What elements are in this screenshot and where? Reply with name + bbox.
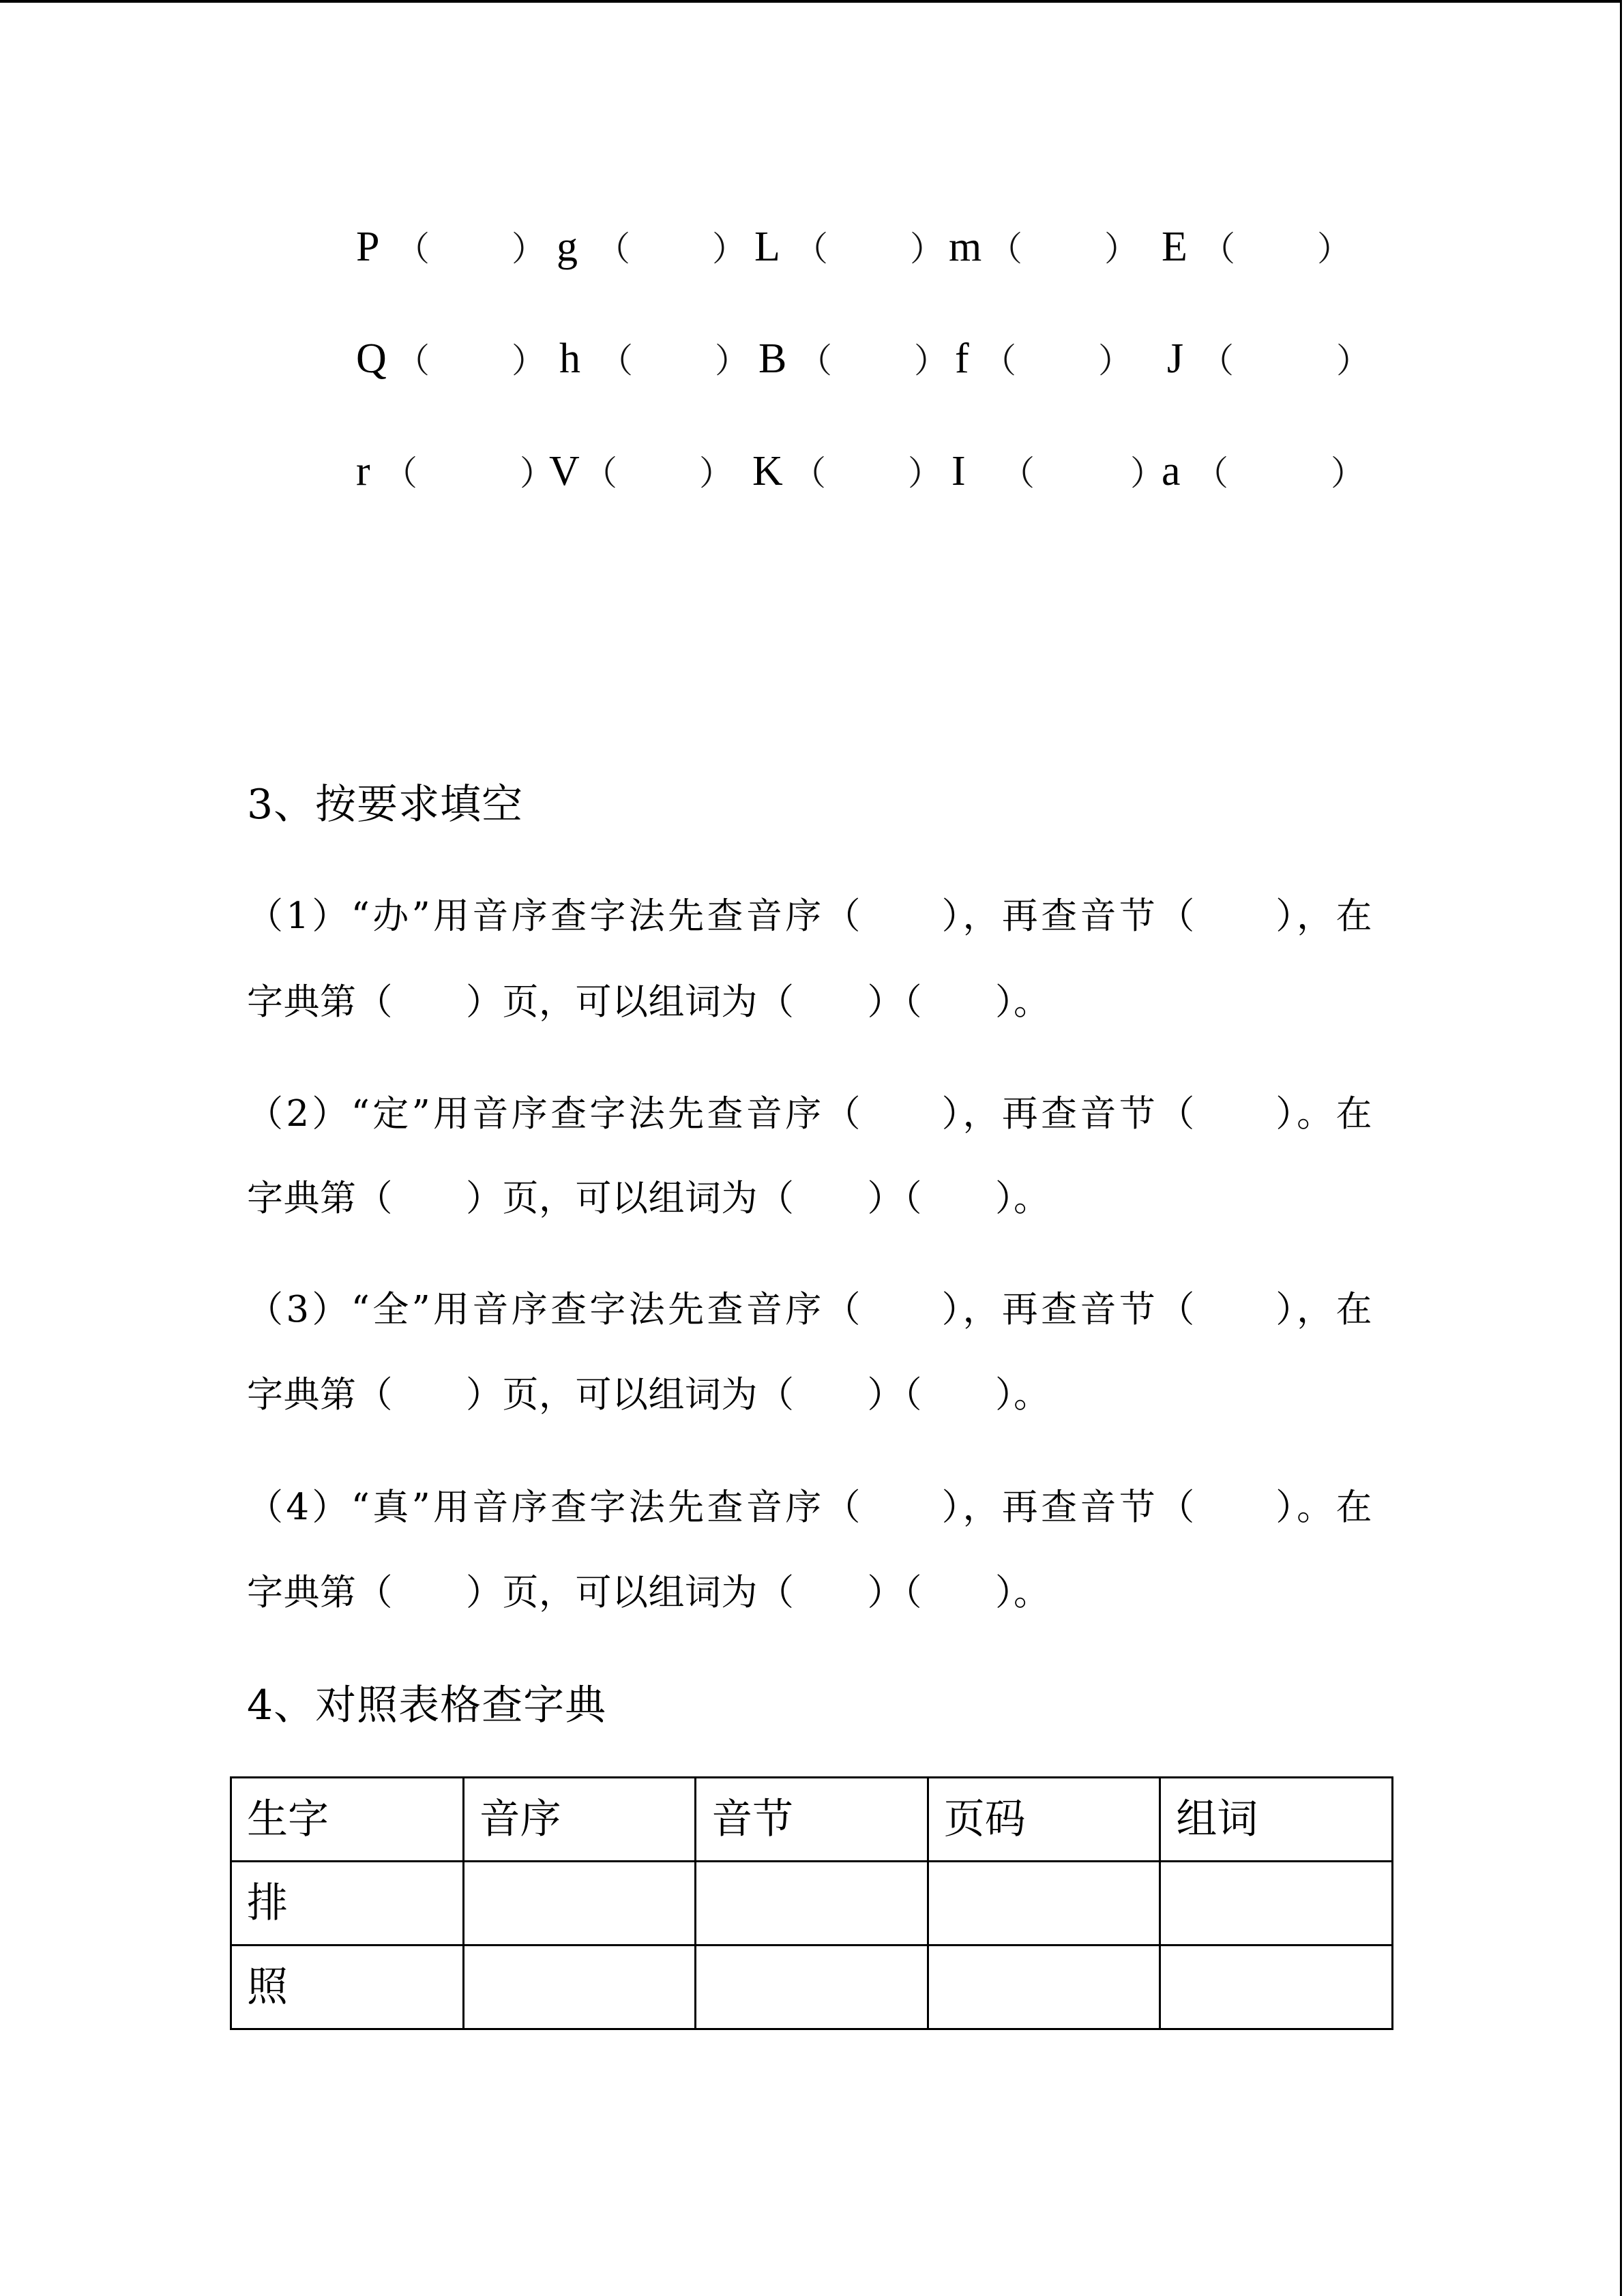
answer-blank[interactable] (828, 226, 910, 260)
answer-blank[interactable] (1234, 338, 1336, 372)
letter: I (951, 448, 966, 494)
question-2-line-1: （2）“定”用音序查字法先查音序（ ），再查音节（ ）。在 (247, 1093, 1372, 1135)
answer-blank[interactable] (417, 451, 520, 485)
answer-blank[interactable] (1235, 226, 1317, 260)
open-paren: （ (1201, 229, 1235, 269)
letter: L (754, 224, 780, 270)
section-4-heading: 4、对照表格查字典 (247, 1682, 607, 1729)
answer-blank[interactable] (633, 338, 715, 372)
letter-item (549, 444, 733, 498)
close-paren: ） (512, 341, 546, 381)
answer-blank[interactable] (617, 451, 699, 485)
letter: E (1162, 224, 1187, 270)
open-paren: （ (583, 453, 617, 493)
open-paren: （ (982, 341, 1016, 381)
table-header-row (231, 1778, 1393, 1862)
letter-item (752, 444, 942, 498)
answer-cell[interactable] (928, 1862, 1160, 1945)
letter-item (754, 220, 944, 274)
answer-blank[interactable] (1022, 226, 1104, 260)
letter: P (356, 224, 380, 270)
close-paren: ） (908, 453, 942, 493)
header-cell-words: 组词 (1160, 1778, 1393, 1862)
letter-item (356, 444, 554, 498)
letter-item (557, 220, 746, 274)
close-paren: ） (1104, 229, 1138, 269)
dictionary-lookup-table (230, 1776, 1393, 2030)
question-3-line-2: 字典第（ ）页，可以组词为（ ）（ ）。 (247, 1374, 1050, 1416)
close-paren: ） (1336, 341, 1370, 381)
answer-cell[interactable] (696, 1862, 928, 1945)
close-paren: ） (715, 341, 749, 381)
header-cell-character: 生字 (231, 1778, 464, 1862)
letter: Q (356, 336, 387, 382)
letter-item (955, 331, 1132, 386)
answer-blank[interactable] (430, 226, 512, 260)
letter-item (356, 331, 546, 386)
open-paren: （ (596, 229, 630, 269)
close-paren: ） (1098, 341, 1132, 381)
close-paren: ） (1130, 453, 1164, 493)
close-paren: ） (910, 229, 944, 269)
open-paren: （ (396, 229, 430, 269)
question-2-line-2: 字典第（ ）页，可以组词为（ ）（ ）。 (247, 1178, 1050, 1219)
close-paren: ） (914, 341, 948, 381)
answer-blank[interactable] (1228, 451, 1331, 485)
question-4-line-1: （4）“真”用音序查字法先查音序（ ），再查音节（ ）。在 (247, 1487, 1372, 1528)
letter-item (1162, 444, 1365, 498)
answer-blank[interactable] (826, 451, 908, 485)
letter-item (951, 444, 1164, 498)
open-paren: （ (792, 453, 826, 493)
letter: K (752, 448, 783, 494)
question-1-line-2: 字典第（ ）页，可以组词为（ ）（ ）。 (247, 981, 1050, 1023)
question-1-line-1: （1）“办”用音序查字法先查音序（ ），再查音节（ ），在 (247, 895, 1372, 937)
letter: m (949, 224, 982, 270)
letter-item (559, 331, 749, 386)
table-row (231, 1862, 1393, 1945)
header-cell-syllable: 音节 (696, 1778, 928, 1862)
close-paren: ） (1317, 229, 1351, 269)
open-paren: （ (396, 341, 430, 381)
answer-blank[interactable] (1035, 451, 1130, 485)
open-paren: （ (794, 229, 828, 269)
section-3-heading: 3、按要求填空 (247, 781, 524, 829)
row-character: 照 (231, 1945, 464, 2029)
letter-item (1162, 220, 1351, 274)
row-character: 排 (231, 1862, 464, 1945)
answer-cell[interactable] (928, 1945, 1160, 2029)
answer-blank[interactable] (1016, 338, 1098, 372)
question-4-line-2: 字典第（ ）页，可以组词为（ ）（ ）。 (247, 1572, 1050, 1613)
letter: a (1162, 448, 1181, 494)
header-cell-page: 页码 (928, 1778, 1160, 1862)
open-paren: （ (1200, 341, 1234, 381)
answer-cell[interactable] (1160, 1862, 1393, 1945)
open-paren: （ (383, 453, 417, 493)
letter-item (758, 331, 948, 386)
header-cell-initial: 音序 (463, 1778, 696, 1862)
letter: h (559, 336, 580, 382)
answer-cell[interactable] (696, 1945, 928, 2029)
answer-blank[interactable] (630, 226, 712, 260)
answer-cell[interactable] (463, 1945, 696, 2029)
answer-blank[interactable] (430, 338, 512, 372)
letter: r (356, 448, 370, 494)
open-paren: （ (798, 341, 832, 381)
close-paren: ） (699, 453, 733, 493)
letter: V (549, 448, 580, 494)
letter: g (557, 224, 578, 270)
question-3-line-1: （3）“全”用音序查字法先查音序（ ），再查音节（ ），在 (247, 1289, 1372, 1330)
close-paren: ） (520, 453, 554, 493)
letter: B (758, 336, 787, 382)
close-paren: ） (712, 229, 746, 269)
close-paren: ） (1331, 453, 1365, 493)
letter-item (1167, 331, 1370, 386)
answer-cell[interactable] (1160, 1945, 1393, 2029)
open-paren: （ (1001, 453, 1035, 493)
open-paren: （ (988, 229, 1022, 269)
close-paren: ） (512, 229, 546, 269)
table-row (231, 1945, 1393, 2029)
letter: J (1167, 336, 1184, 382)
answer-cell[interactable] (463, 1862, 696, 1945)
letter-item (356, 220, 546, 274)
letter-item (949, 220, 1138, 274)
open-paren: （ (599, 341, 633, 381)
answer-blank[interactable] (832, 338, 914, 372)
letter: f (955, 336, 969, 382)
open-paren: （ (1194, 453, 1228, 493)
